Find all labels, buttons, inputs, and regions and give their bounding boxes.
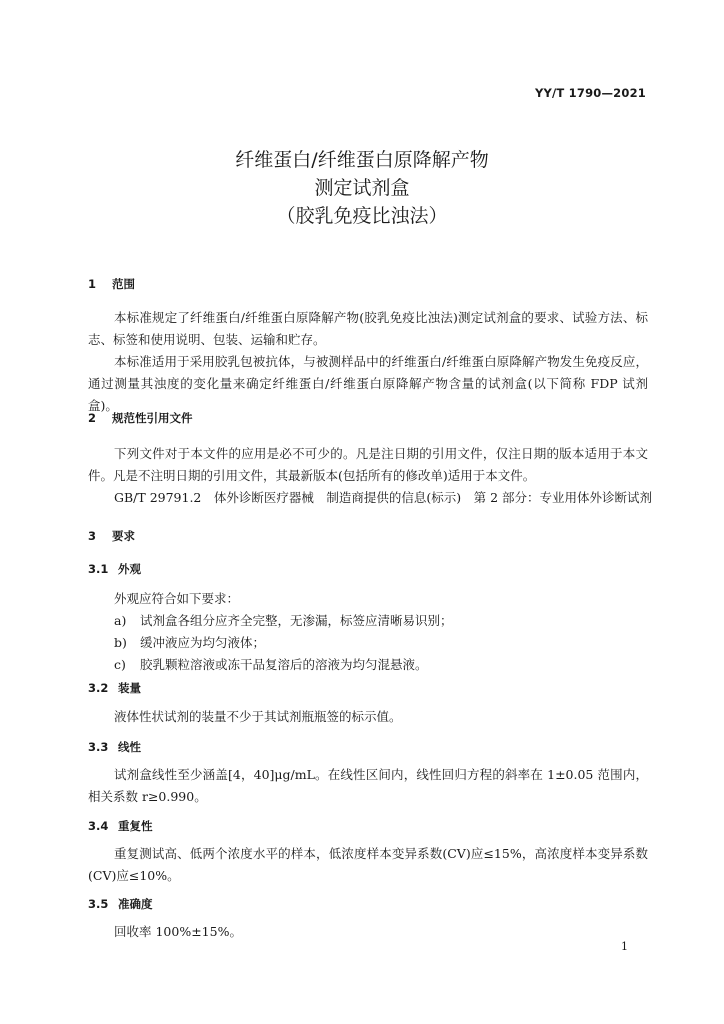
section-2-heading bbox=[88, 410, 193, 426]
section-3-5-heading bbox=[88, 896, 153, 912]
list-marker: a) bbox=[114, 613, 127, 628]
section-3-2-paragraph: 液体性状试剂的装量不少于其试剂瓶瓶签的标示值。 bbox=[114, 709, 402, 724]
section-3-3-heading bbox=[88, 739, 141, 755]
section-2-paragraph-1: 下列文件对于本文件的应用是必不可少的。凡是注日期的引用文件，仅注日期的版本适用于本文件。凡是不注明日期的引用文件，其最新版本(包括所有的修改单)适用于本文件。 bbox=[88, 446, 648, 483]
section-3-2-heading bbox=[88, 680, 141, 696]
section-title: 装量 bbox=[118, 681, 141, 695]
list-marker: c) bbox=[114, 657, 126, 672]
section-1-heading bbox=[88, 276, 135, 292]
list-item-text: 缓冲液应为均匀液体； bbox=[140, 635, 266, 650]
section-title: 规范性引用文件 bbox=[112, 411, 193, 425]
list-item bbox=[114, 632, 265, 654]
list-item-text: 胶乳颗粒溶液或冻干品复溶后的溶液为均匀混悬液。 bbox=[140, 657, 428, 672]
section-3-4-heading bbox=[88, 818, 153, 834]
section-title: 外观 bbox=[118, 562, 141, 576]
section-3-1-heading bbox=[88, 561, 141, 577]
section-3-4-paragraph: 重复测试高、低两个浓度水平的样本，低浓度样本变异系数(CV)应≤15%，高浓度样本变异系数(CV)应≤10%。 bbox=[88, 846, 648, 883]
list-item-text: 试剂盒各组分应齐全完整，无渗漏，标签应清晰易识别； bbox=[140, 613, 453, 628]
section-3-heading bbox=[88, 528, 135, 544]
section-number: 3.2 bbox=[88, 681, 109, 695]
section-3-1-intro: 外观应符合如下要求： bbox=[114, 591, 240, 606]
section-title: 准确度 bbox=[118, 897, 153, 911]
section-number: 3.1 bbox=[88, 562, 109, 576]
section-number: 3.5 bbox=[88, 897, 109, 911]
document-title-line-1: 纤维蛋白/纤维蛋白原降解产物 bbox=[235, 149, 489, 171]
section-title: 重复性 bbox=[118, 819, 153, 833]
section-3-5-paragraph: 回收率 100%±15%。 bbox=[114, 924, 242, 939]
section-number: 3.4 bbox=[88, 819, 109, 833]
standard-number: YY/T 1790—2021 bbox=[534, 86, 646, 100]
document-title-line-3: （胶乳免疫比浊法） bbox=[276, 205, 448, 227]
section-title: 线性 bbox=[118, 740, 141, 754]
page-number: 1 bbox=[621, 940, 628, 953]
section-number: 3.3 bbox=[88, 740, 109, 754]
section-1-paragraph-1: 本标准规定了纤维蛋白/纤维蛋白原降解产物(胶乳免疫比浊法)测定试剂盒的要求、试验方法、标志、标签和使用说明、包装、运输和贮存。 bbox=[88, 310, 648, 347]
section-title: 范围 bbox=[112, 277, 135, 291]
list-marker: b) bbox=[114, 635, 127, 650]
list-item bbox=[114, 610, 453, 632]
section-1-paragraph-2: 本标准适用于采用胶乳包被抗体，与被测样品中的纤维蛋白/纤维蛋白原降解产物发生免疫反应，通过测量其浊度的变化量来确定纤维蛋白/纤维蛋白原降解产物含量的试剂盒(以下简称 FDP 试剂盒)。 bbox=[88, 354, 648, 413]
normative-reference: GB/T 29791.2 体外诊断医疗器械 制造商提供的信息(标示) 第 2 部分：专业用体外诊断试剂 bbox=[114, 490, 653, 505]
section-number: 1 bbox=[88, 277, 97, 291]
section-3-3-paragraph: 试剂盒线性至少涵盖[4，40]μg/mL。在线性区间内，线性回归方程的斜率在 1±0.05 范围内，相关系数 r≥0.990。 bbox=[88, 767, 648, 804]
document-title-line-2: 测定试剂盒 bbox=[314, 177, 410, 199]
list-item bbox=[114, 654, 428, 676]
section-number: 2 bbox=[88, 411, 97, 425]
section-title: 要求 bbox=[112, 529, 135, 543]
section-number: 3 bbox=[88, 529, 97, 543]
